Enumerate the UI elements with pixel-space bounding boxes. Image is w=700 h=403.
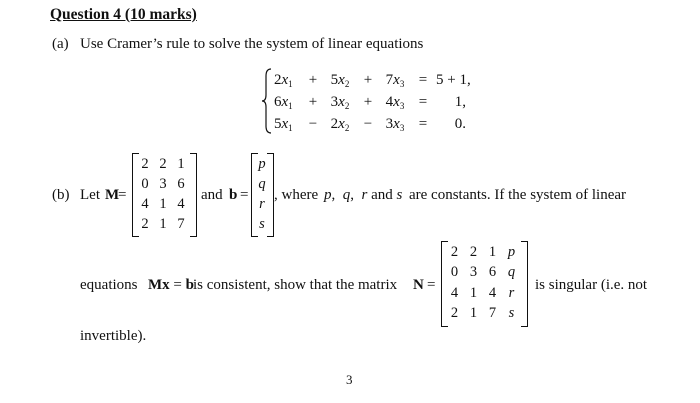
vector-b-name: b <box>229 187 238 203</box>
eq2-term-x1: $6x_1$ <box>274 93 293 111</box>
where-text: , where <box>274 187 319 203</box>
eq3-term-x1: $5x_1$ <box>274 115 293 133</box>
matrix-M-entry: 3 <box>159 175 167 192</box>
eq2-operator: + <box>308 93 318 110</box>
eq1-equals-sign: = <box>418 71 428 88</box>
matrix-M-entry: 7 <box>177 215 185 232</box>
eq2-term-x3: $4x_3$ <box>385 93 405 111</box>
matrix-M-entry: 1 <box>177 155 185 172</box>
eq3-operator: − <box>308 115 318 132</box>
eq1-term-x1: $2x_1$ <box>274 71 293 89</box>
matrix-N-entry: p <box>507 243 516 260</box>
matrix-n-name: N <box>413 277 424 293</box>
matrix-N-entry: 1 <box>469 305 478 322</box>
vector-b-entry: p <box>258 155 266 172</box>
vector-b-entry: q <box>258 175 266 192</box>
matrix-N-entry: 3 <box>469 264 478 281</box>
and-text: and <box>201 187 223 203</box>
matrix-N-entry: q <box>507 264 516 281</box>
matrix-M-entry: 2 <box>141 155 149 172</box>
eq3-equals-sign: = <box>418 115 428 132</box>
eq1-rhs-value: 5 + 1, <box>436 71 471 88</box>
matrix-N-entry: 1 <box>488 243 497 260</box>
eq2-operator: + <box>363 93 373 110</box>
let-text: Let <box>80 187 100 203</box>
matrix-m-name: M <box>105 187 120 203</box>
matrix-N-entry: r <box>508 284 515 301</box>
eq1-term-x2: $5x_2$ <box>330 71 350 89</box>
eq3-operator: − <box>363 115 373 132</box>
equations-word: equations <box>80 277 138 293</box>
n-equals: = <box>427 277 436 293</box>
matrix-M-entry: 1 <box>159 195 167 212</box>
constants-text: are constants. If the system of linear <box>409 187 627 203</box>
matrix-N-entry: 2 <box>450 305 459 322</box>
part-a-instruction: Use Cramer’s rule to solve the system of linear equations <box>80 36 424 52</box>
singular-text: is singular (i.e. not <box>535 277 648 293</box>
matrix-n <box>445 242 521 324</box>
constants-list: p, q, r and s <box>324 187 403 203</box>
matrix-M-entry: 2 <box>159 155 167 172</box>
m-equals: = <box>118 187 127 203</box>
matrix-M-entry: 4 <box>141 195 149 212</box>
eq3-rhs-value: 0. <box>454 115 466 132</box>
vector-b-entry: s <box>259 215 265 232</box>
eq2-term-x2: $3x_2$ <box>330 93 350 111</box>
equation-grid <box>272 69 471 135</box>
question-title: Question 4 (10 marks) <box>50 6 197 23</box>
b-equals: = <box>240 187 249 203</box>
matrix-N-entry: s <box>508 305 515 322</box>
matrix-N-entry: 1 <box>469 284 478 301</box>
matrix-M-entry: 1 <box>159 215 167 232</box>
mx-eq-b: Mx = b <box>148 277 194 293</box>
consistent-text: is consistent, show that the matrix <box>193 277 398 293</box>
matrix-m-right-bracket <box>190 153 197 237</box>
vector-b-right-bracket <box>267 153 274 237</box>
matrix-N-entry: 6 <box>488 264 497 281</box>
eq3-term-x3: $3x_3$ <box>385 115 405 133</box>
invertible-text: invertible). <box>80 328 147 344</box>
matrix-M-entry: 2 <box>141 215 149 232</box>
matrix-N-entry: 4 <box>450 284 459 301</box>
part-a-label: (a) <box>52 36 69 52</box>
eq1-term-x3: $7x_3$ <box>385 71 405 89</box>
matrix-M-entry: 4 <box>177 195 185 212</box>
matrix-N-entry: 4 <box>488 284 497 301</box>
matrix-N-entry: 0 <box>450 264 459 281</box>
matrix-n-right-bracket <box>521 241 528 327</box>
matrix-M-entry: 6 <box>177 175 185 192</box>
matrix-N-entry: 7 <box>488 305 497 322</box>
part-b-label: (b) <box>52 187 70 203</box>
eq3-term-x2: $2x_2$ <box>330 115 350 133</box>
vector-b-entry: r <box>259 195 265 212</box>
eq2-equals-sign: = <box>418 93 428 110</box>
matrix-N-entry: 2 <box>450 243 459 260</box>
eq1-operator: + <box>363 71 373 88</box>
matrix-m <box>136 154 190 234</box>
page-number: 3 <box>346 372 353 387</box>
eq2-rhs-value: 1, <box>454 93 466 110</box>
matrix-N-entry: 2 <box>469 243 478 260</box>
matrix-M-entry: 0 <box>141 175 149 192</box>
eq1-operator: + <box>308 71 318 88</box>
left-brace <box>262 68 272 134</box>
